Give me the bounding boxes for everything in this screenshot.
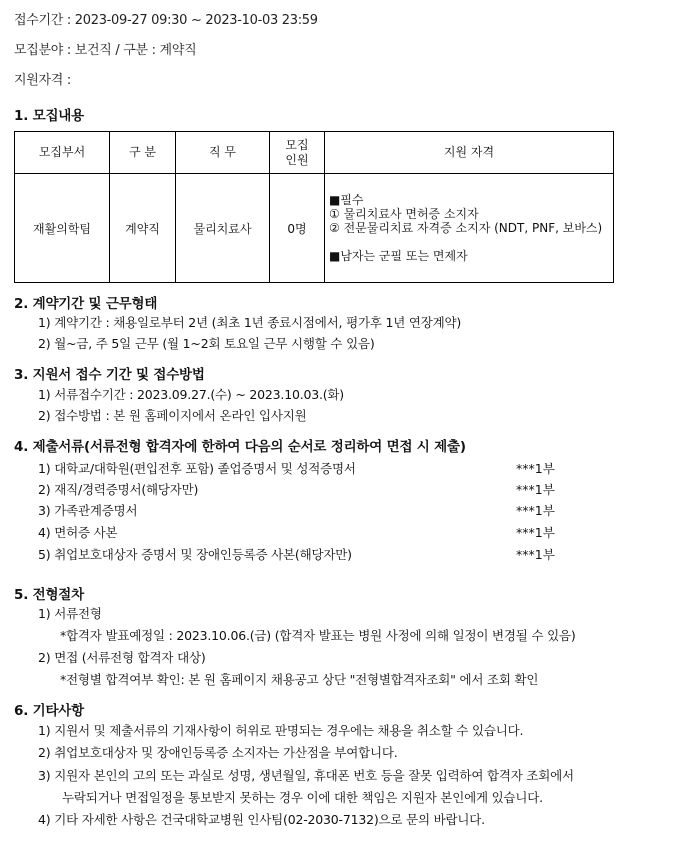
header-job: 직 무 <box>176 132 270 174</box>
qual-item-2: ② 전문물리치료 자격증 소지자 (NDT, PNF, 보바스) <box>329 221 603 235</box>
section-2-item-1: 1) 계약기간 : 채용일로부터 2년 (최초 1년 종료시점에서, 평가후 1년 연장계약) <box>38 315 462 330</box>
table-header-row <box>15 132 614 174</box>
document-item-4: 4) 면허증 사본 <box>38 525 118 540</box>
header-dept: 모집부서 <box>15 132 110 174</box>
selection-step-2: 2) 면접 (서류전형 합격자 대상) <box>38 650 206 665</box>
other-item-2: 2) 취업보호대상자 및 장애인등록증 소지자는 가산점을 부여합니다. <box>38 745 398 760</box>
section-3-title: 3. 지원서 접수 기간 및 접수방법 <box>14 367 205 383</box>
cell-qualification <box>325 174 614 283</box>
document-item-3: 3) 가족관계증명서 <box>38 503 138 518</box>
section-3-item-2: 2) 접수방법 : 본 원 홈페이지에서 온라인 입사지원 <box>38 408 307 423</box>
header-count-line2: 인원 <box>285 152 309 167</box>
section-5-title: 5. 전형절차 <box>14 587 84 603</box>
header-count-line1: 모집 <box>285 137 309 152</box>
document-copies-3: ***1부 <box>516 503 555 518</box>
document-copies-5: ***1부 <box>516 547 555 562</box>
document-item-2: 2) 재직/경력증명서(해당자만) <box>38 482 199 497</box>
section-1-title: 1. 모집내용 <box>14 108 84 124</box>
cell-job: 물리치료사 <box>176 174 270 283</box>
document-copies-4: ***1부 <box>516 525 555 540</box>
qual-military: ■남자는 군필 또는 면제자 <box>329 249 468 263</box>
document-copies-1: ***1부 <box>516 461 555 476</box>
other-item-4: 4) 기타 자세한 사항은 건국대학교병원 인사팀(02-2030-7132)으로 문의 바랍니다. <box>38 812 485 827</box>
other-item-3-continued: 누락되거나 면접일정을 통보받지 못하는 경우 이에 대한 책임은 지원자 본인에게 있습니다. <box>62 790 543 805</box>
application-period: 접수기간 : 2023-09-27 09:30 ~ 2023-10-03 23:59 <box>14 13 318 28</box>
other-item-3: 3) 지원자 본인의 고의 또는 과실로 성명, 생년월일, 휴대폰 번호 등을 잘못 입력하여 합격자 조회에서 <box>38 768 574 783</box>
qual-spacer <box>329 235 613 249</box>
qualification-label: 지원자격 : <box>14 73 71 88</box>
header-qualification: 지원 자격 <box>325 132 614 174</box>
document-item-5: 5) 취업보호대상자 증명서 및 장애인등록증 사본(해당자만) <box>38 547 352 562</box>
qual-required: ■필수 <box>329 193 364 207</box>
selection-step-1-note: *합격자 발표예정일 : 2023.10.06.(금) (합격자 발표는 병원 사정에 의해 일정이 변경될 수 있음) <box>60 628 576 643</box>
cell-dept: 재활의학팀 <box>15 174 110 283</box>
header-count <box>270 132 325 174</box>
selection-step-1: 1) 서류전형 <box>38 606 102 621</box>
section-3-item-1: 1) 서류접수기간 : 2023.09.27.(수) ~ 2023.10.03.(화) <box>38 387 344 402</box>
cell-type: 계약직 <box>110 174 176 283</box>
qual-item-1: ① 물리치료사 면허증 소지자 <box>329 207 479 221</box>
selection-step-2-note: *전형별 합격여부 확인: 본 원 홈페이지 채용공고 상단 "전형별합격자조회" 에서 조회 확인 <box>60 672 539 687</box>
section-2-title: 2. 계약기간 및 근무형태 <box>14 296 158 312</box>
other-item-1: 1) 지원서 및 제출서류의 기재사항이 허위로 판명되는 경우에는 채용을 취소할 수 있습니다. <box>38 723 524 738</box>
header-type: 구 분 <box>110 132 176 174</box>
section-6-title: 6. 기타사항 <box>14 703 84 719</box>
recruitment-table <box>14 131 614 283</box>
document-item-1: 1) 대학교/대학원(편입전후 포함) 졸업증명서 및 성적증명서 <box>38 461 356 476</box>
section-2-item-2: 2) 월~금, 주 5일 근무 (월 1~2회 토요일 근무 시행할 수 있음) <box>38 336 375 351</box>
table-row <box>15 174 614 283</box>
recruit-field: 모집분야 : 보건직 / 구분 : 계약직 <box>14 43 197 58</box>
cell-count: 0명 <box>270 174 325 283</box>
section-4-title: 4. 제출서류(서류전형 합격자에 한하여 다음의 순서로 정리하여 면접 시 제출) <box>14 439 466 455</box>
document-copies-2: ***1부 <box>516 482 555 497</box>
